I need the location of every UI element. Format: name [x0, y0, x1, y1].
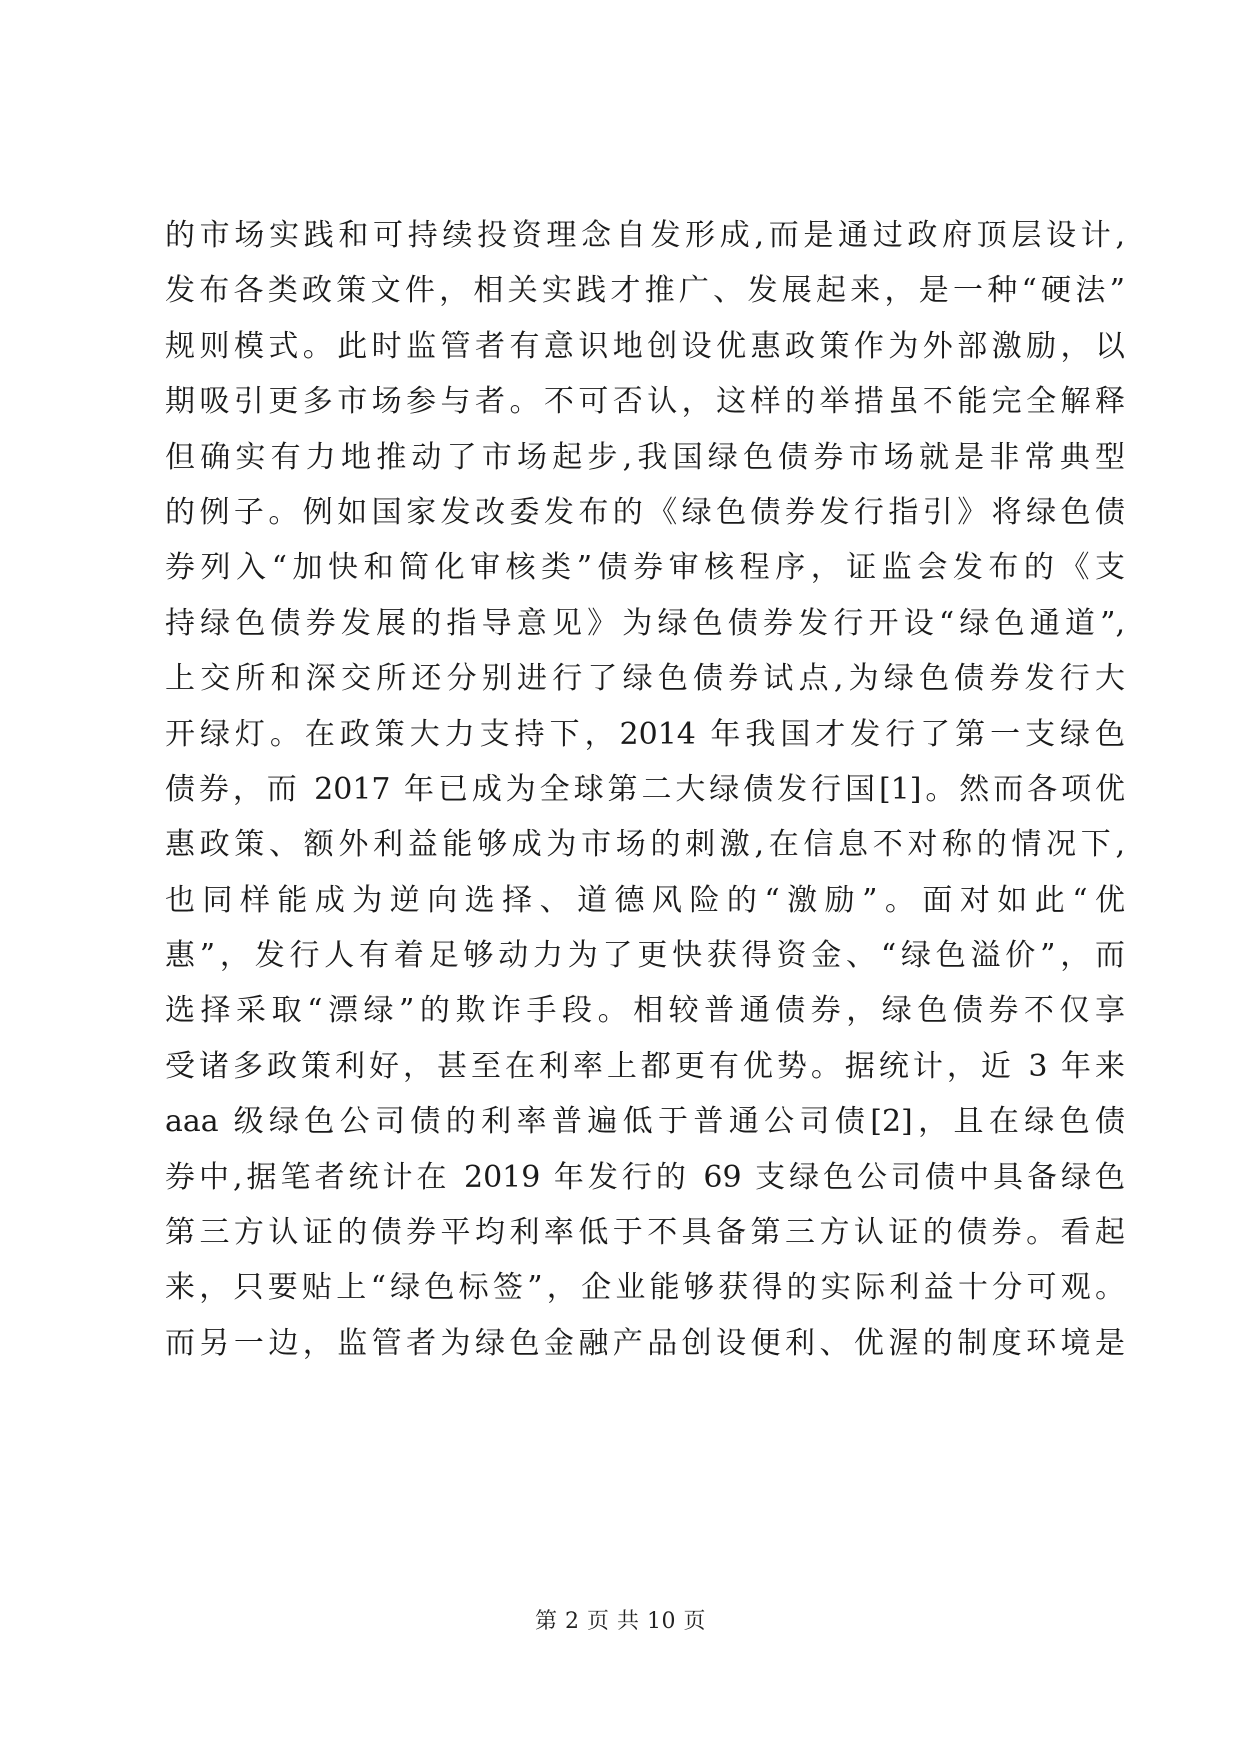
page-number-footer: 第 2 页 共 10 页: [535, 1609, 706, 1634]
text-line: 持绿色债券发展的指导意见》为绿色债券发行开设“绿色通道”,: [165, 605, 1125, 641]
text-line: 选择采取“漂绿”的欺诈手段。相较普通债券，绿色债券不仅享: [165, 993, 1125, 1029]
text-line: 券列入“加快和简化审核类”债券审核程序，证监会发布的《支: [165, 550, 1125, 586]
body-paragraph: [165, 208, 1125, 1371]
text-line: 上交所和深交所还分别进行了绿色债券试点,为绿色债券发行大: [165, 661, 1125, 697]
text-line: 但确实有力地推动了市场起步,我国绿色债券市场就是非常典型: [165, 439, 1125, 475]
text-line: 惠政策、额外利益能够成为市场的刺激,在信息不对称的情况下,: [165, 827, 1125, 863]
text-line: 而另一边，监管者为绿色金融产品创设便利、优渥的制度环境是: [165, 1325, 1125, 1361]
text-line: 发布各类政策文件，相关实践才推广、发展起来，是一种“硬法”: [165, 273, 1125, 309]
text-line: 的市场实践和可持续投资理念自发形成,而是通过政府顶层设计,: [165, 218, 1125, 253]
text-line: aaa 级绿色公司债的利率普遍低于普通公司债[2]，且在绿色债: [165, 1104, 1125, 1140]
text-line: 受诸多政策利好，甚至在利率上都更有优势。据统计，近 3 年来: [165, 1048, 1125, 1084]
text-line: 第三方认证的债券平均利率低于不具备第三方认证的债券。看起: [165, 1215, 1125, 1251]
text-line: 的例子。例如国家发改委发布的《绿色债券发行指引》将绿色债: [165, 494, 1125, 530]
text-line: 来，只要贴上“绿色标签”，企业能够获得的实际利益十分可观。: [165, 1270, 1125, 1306]
text-line: 期吸引更多市场参与者。不可否认，这样的举措虽不能完全解释: [165, 384, 1125, 420]
text-line: 债券，而 2017 年已成为全球第二大绿债发行国[1]。然而各项优: [165, 771, 1125, 807]
text-line: 规则模式。此时监管者有意识地创设优惠政策作为外部激励，以: [165, 328, 1125, 364]
text-line: 券中,据笔者统计在 2019 年发行的 69 支绿色公司债中具备绿色: [165, 1159, 1125, 1195]
text-line: 惠”，发行人有着足够动力为了更快获得资金、“绿色溢价”，而: [165, 938, 1125, 974]
text-line: 也同样能成为逆向选择、道德风险的“激励”。面对如此“优: [165, 882, 1125, 918]
text-line: 开绿灯。在政策大力支持下，2014 年我国才发行了第一支绿色: [165, 716, 1125, 752]
